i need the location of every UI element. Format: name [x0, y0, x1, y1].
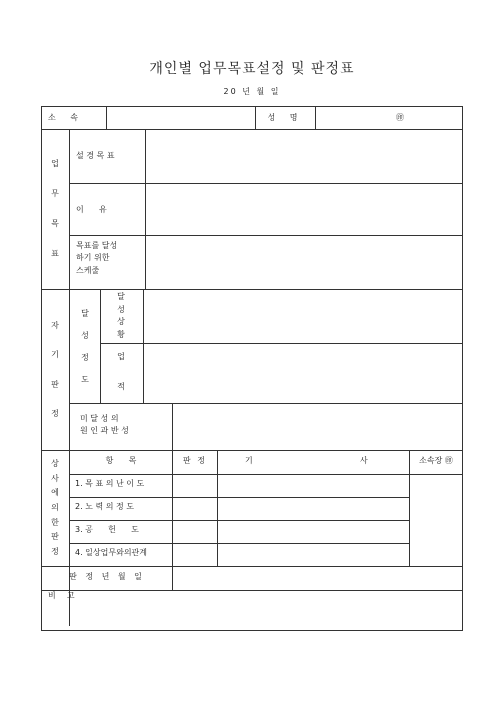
name-label: 성 명	[267, 113, 304, 122]
record-column-header-right: 사	[360, 456, 368, 465]
row-divider	[41, 289, 463, 290]
row-divider	[69, 520, 409, 521]
row-divider	[69, 543, 409, 544]
cause-label-divider	[172, 403, 173, 450]
item-column-header: 항 목	[105, 456, 137, 465]
seal-mark: ㊞	[396, 113, 404, 122]
row-divider	[69, 235, 463, 236]
goal-setting-label: 설 경 목 표	[76, 151, 115, 160]
judgement-column-header: 판 정	[183, 456, 207, 465]
status-column-divider	[143, 289, 144, 403]
section-divider	[69, 129, 70, 626]
judgement-column-divider	[217, 450, 218, 566]
achievement-degree-label: 달 성 정 도	[81, 309, 89, 384]
table-border-left	[41, 106, 42, 631]
self-assessment-section-label: 자 기 판 정	[51, 321, 59, 418]
judgement-date-label: 판 정 년 월 일	[69, 572, 145, 581]
assessment-item-daily-work-relation: 4. 일상업무와의관계	[75, 548, 147, 557]
assessment-item-contribution: 3. 공 헌 도	[75, 525, 139, 534]
row-divider	[41, 566, 463, 567]
performance-label: 업 적	[117, 352, 125, 391]
row-divider	[69, 403, 463, 404]
affiliation-label: 소 속	[48, 113, 84, 122]
table-border-top	[41, 106, 463, 107]
assessment-item-difficulty: 1. 목 표 의 난 이 도	[75, 479, 145, 488]
row-divider	[69, 497, 409, 498]
manager-seal-column-header: 소속장 ㊞	[419, 456, 453, 465]
record-column-divider	[409, 450, 410, 566]
assessment-item-effort: 2. 노 력 의 정 도	[75, 502, 134, 511]
header-divider	[106, 106, 107, 129]
remarks-label: 비 고	[48, 591, 77, 600]
non-achievement-cause-label: 미 달 성 의 원 인 과 반 성	[80, 414, 129, 436]
row-divider	[41, 450, 463, 451]
record-column-header-left: 기	[245, 456, 253, 465]
header-divider	[315, 106, 316, 129]
document-title: 개인별 업무목표설정 및 판정표	[149, 61, 355, 77]
supervisor-assessment-section-label: 상 사 에 의 한 판 정	[51, 459, 59, 556]
row-divider	[41, 129, 463, 130]
achievement-status-label: 달 성 상 황	[117, 292, 125, 339]
row-divider	[69, 183, 463, 184]
row-divider	[100, 343, 463, 344]
schedule-label: 목표를 달성 하기 위한 스케줄	[76, 241, 118, 275]
row-divider	[41, 590, 463, 591]
document-date-line: 20 년 월 일	[223, 87, 281, 96]
row-divider	[69, 474, 463, 475]
table-border-bottom	[41, 630, 463, 631]
table-border-right	[462, 106, 463, 631]
work-goal-section-label: 업 무 목 표	[51, 159, 59, 258]
reason-label: 이 유	[76, 205, 107, 214]
work-goal-label-divider	[145, 129, 146, 289]
